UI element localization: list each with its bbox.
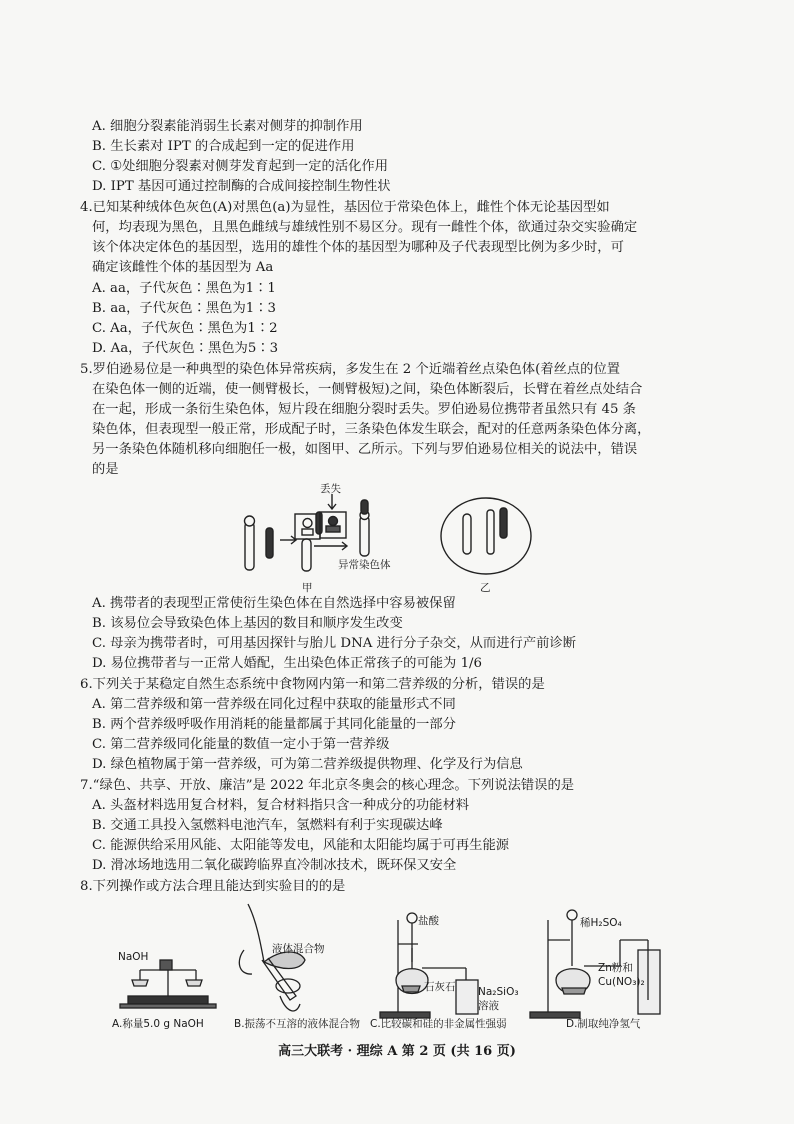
q4-option-d: D. Aa，子代灰色∶黑色为5∶3 (92, 341, 279, 356)
q4-stem-line: 确定该雌性个体的基因型为 Aa (92, 260, 274, 275)
q4-stem-line: 该个体决定体色的基因型，选用的雄性个体的基因型为哪种及子代表现型比例为多少时，可 (92, 240, 624, 255)
figure-jia-label: 甲 (302, 582, 313, 594)
q5-stem-line: 染色体，但表现型一般正常，形成配子时，三条染色体发生联会，配对的任意两条染色体分离， (92, 422, 651, 437)
q3-option-d: D. IPT 基因可通过控制酶的合成间接控制生物性状 (92, 179, 391, 194)
q7-stem: 7.“绿色、共享、开放、廉洁”是 2022 年北京冬奥会的核心理念。下列说法错误的是 (80, 778, 575, 793)
q5-option-a: A. 携带者的表现型正常使衍生染色体在自然选择中容易被保留 (92, 596, 456, 611)
page-footer: 高三大联考 · 理综 A 第 2 页 (共 16 页) (278, 1044, 516, 1059)
caption-b: B.振荡不互溶的液体混合物 (234, 1018, 361, 1030)
abnormal-chromosome-label: 异常染色体 (338, 559, 391, 571)
q6-option-b: B. 两个营养级呼吸作用消耗的能量都属于其同化能量的一部分 (92, 717, 456, 732)
q6-option-d: D. 绿色植物属于第一营养级，可为第二营养级提供物理、化学及行为信息 (92, 757, 523, 772)
liquid-mix-label: 液体混合物 (272, 943, 325, 955)
q4-option-c: C. Aa，子代灰色∶黑色为1∶2 (92, 321, 278, 336)
q7-option-a: A. 头盔材料选用复合材料，复合材料指只含一种成分的功能材料 (92, 798, 470, 813)
hcl-label: 盐酸 (418, 915, 439, 927)
q6-option-c: C. 第二营养级同化能量的数值一定小于第一营养级 (92, 737, 390, 752)
cu-nitrate-label: Cu(NO₃)₂ (598, 976, 645, 988)
q8-stem: 8.下列操作或方法合理且能达到实验目的的是 (80, 879, 346, 894)
q6-stem: 6.下列关于某稳定自然生态系统中食物网内第一和第二营养级的分析，错误的是 (80, 677, 545, 692)
q7-option-c: C. 能源供给采用风能、太阳能等发电，风能和太阳能均属于可再生能源 (92, 838, 510, 853)
caption-a: A.称量5.0 g NaOH (112, 1018, 204, 1030)
q7-option-b: B. 交通工具投入氢燃料电池汽车，氢燃料有利于实现碳达峰 (92, 818, 443, 833)
na2sio3-solution-label: 溶液 (478, 1000, 499, 1012)
q6-option-a: A. 第二营养级和第一营养级在同化过程中获取的能量形式不同 (92, 697, 456, 712)
naoh-label: NaOH (118, 951, 149, 963)
limestone-label: 石灰石 (424, 981, 456, 993)
q5-option-d: D. 易位携带者与一正常人婚配，生出染色体正常孩子的可能为 1/6 (92, 656, 482, 671)
q7-option-d: D. 滑冰场地选用二氧化碳跨临界直冷制冰技术，既环保又安全 (92, 858, 457, 873)
q5-stem-line: 的是 (92, 462, 119, 477)
na2sio3-label: Na₂SiO₃ (478, 986, 519, 998)
q5-stem-line: 在染色体一侧的近端，使一侧臂极长，一侧臂极短)之间，染色体断裂后，长臂在着丝点处结合 (92, 382, 643, 397)
zn-powder-label: Zn粉和 (598, 962, 633, 974)
q5-stem-line: 在一起，形成一条衍生染色体，短片段在细胞分裂时丢失。罗伯逊易位携带者虽然只有 45 条 (92, 402, 636, 417)
figure-yi-label: 乙 (480, 582, 491, 594)
q4-option-a: A. aa，子代灰色∶黑色为1∶1 (92, 281, 276, 296)
q3-option-b: B. 生长素对 IPT 的合成起到一定的促进作用 (92, 139, 355, 154)
q5-stem-line: 另一条染色体随机移向细胞任一极，如图甲、乙所示。下列与罗伯逊易位相关的说法中，错误 (92, 442, 638, 457)
q4-stem-line: 何，均表现为黑色，且黑色雌绒与雄绒性别不易区分。现有一雌性个体，欲通过杂交实验确定 (92, 220, 638, 235)
caption-c: C.比较碳和硅的非金属性强弱 (370, 1018, 507, 1030)
q3-option-c: C. ①处细胞分裂素对侧芽发育起到一定的活化作用 (92, 159, 389, 174)
q5-option-b: B. 该易位会导致染色体上基因的数目和顺序发生改变 (92, 616, 403, 631)
q5-stem-line: 5.罗伯逊易位是一种典型的染色体异常疾病，多发生在 2 个近端着丝点染色体(着丝点的位置 (80, 362, 621, 377)
lost-label: 丢失 (320, 483, 341, 495)
q4-stem-line: 4.已知某种绒体色灰色(A)对黑色(a)为显性，基因位于常染色体上，雌性个体无论基因型如 (80, 200, 610, 215)
q4-option-b: B. aa，子代灰色∶黑色为1∶3 (92, 301, 276, 316)
q3-option-a: A. 细胞分裂素能消弱生长素对侧芽的抑制作用 (92, 119, 363, 134)
caption-d: D.制取纯净氢气 (566, 1018, 641, 1030)
dilute-h2so4-label: 稀H₂SO₄ (580, 917, 622, 929)
q5-option-c: C. 母亲为携带者时，可用基因探针与胎儿 DNA 进行分子杂交，从而进行产前诊断 (92, 636, 577, 651)
